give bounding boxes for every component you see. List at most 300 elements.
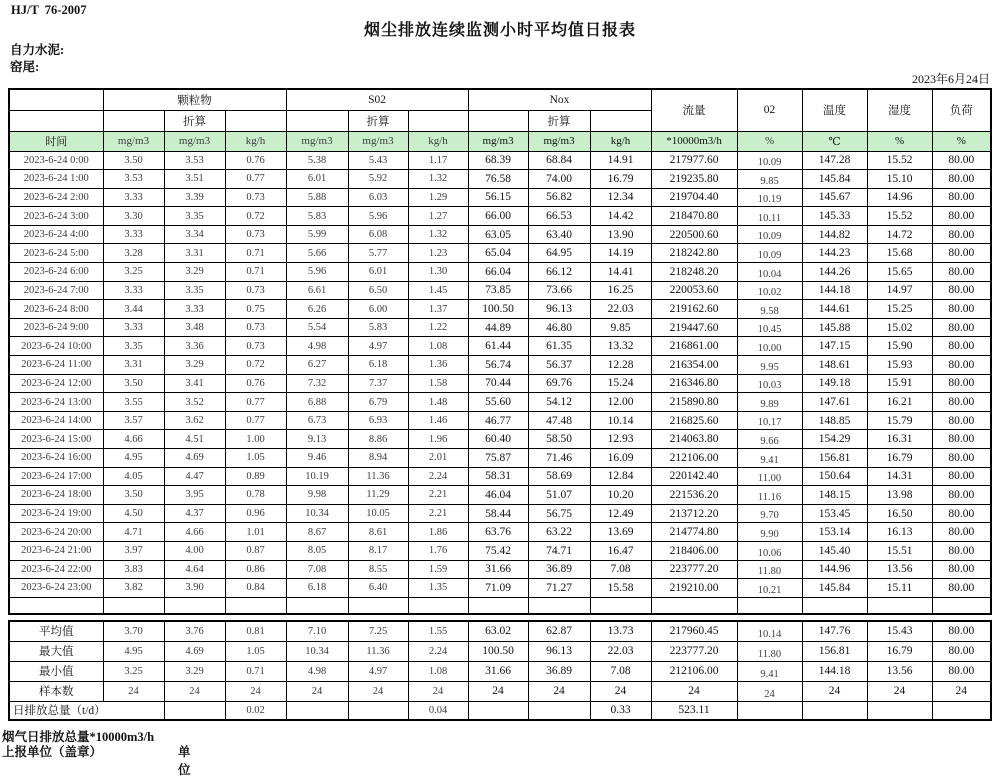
summary-value-cell: 13.73 [590, 621, 651, 641]
value-cell: 145.67 [802, 188, 867, 207]
empty-cell [528, 597, 590, 614]
empty-cell [468, 597, 528, 614]
value-cell: 80.00 [932, 207, 991, 226]
summary-value-cell: 80.00 [932, 621, 991, 641]
value-cell: 44.89 [468, 318, 528, 337]
value-cell: 75.87 [468, 449, 528, 468]
value-cell: 66.53 [528, 207, 590, 226]
data-row [9, 151, 991, 170]
value-cell: 12.93 [590, 430, 651, 449]
value-cell: 212106.00 [651, 449, 737, 468]
value-cell: 214774.80 [651, 523, 737, 542]
value-cell: 3.53 [103, 170, 164, 189]
value-cell: 0.89 [225, 467, 286, 486]
empty-cell [225, 597, 286, 614]
value-cell: 1.23 [408, 244, 468, 263]
value-cell: 3.50 [103, 486, 164, 505]
summary-value-cell: 24 [468, 681, 528, 701]
summary-value-cell: 3.70 [103, 621, 164, 641]
value-cell: 3.50 [103, 151, 164, 170]
value-cell: 218248.20 [651, 263, 737, 282]
table-body [9, 151, 991, 614]
unit-header: % [737, 131, 802, 151]
value-cell: 0.77 [225, 393, 286, 412]
time-cell: 2023-6-24 1:00 [9, 170, 103, 189]
value-cell: 55.60 [468, 393, 528, 412]
value-cell: 10.19 [286, 467, 348, 486]
summary-value-cell: 80.00 [932, 641, 991, 661]
time-cell: 2023-6-24 22:00 [9, 560, 103, 579]
unit-header: % [932, 131, 991, 151]
value-cell: 16.09 [590, 449, 651, 468]
value-cell: 1.29 [408, 188, 468, 207]
value-cell: 58.69 [528, 467, 590, 486]
value-cell: 150.64 [802, 467, 867, 486]
value-cell: 80.00 [932, 281, 991, 300]
summary-value-cell: 4.69 [164, 641, 225, 661]
summary-value-cell: 13.56 [867, 661, 932, 681]
unit-header: kg/h [408, 131, 468, 151]
value-cell: 2.21 [408, 504, 468, 523]
time-cell: 2023-6-24 13:00 [9, 393, 103, 412]
unit-header: mg/m3 [286, 131, 348, 151]
value-cell: 12.00 [590, 393, 651, 412]
header-blank-cell [590, 110, 651, 131]
value-cell: 144.61 [802, 300, 867, 319]
value-cell: 5.88 [286, 188, 348, 207]
daily-total-value-cell [737, 701, 802, 720]
value-cell: 71.46 [528, 449, 590, 468]
value-cell: 15.68 [867, 244, 932, 263]
header-so2: S02 [286, 89, 468, 110]
value-cell: 80.00 [932, 430, 991, 449]
value-cell: 0.75 [225, 300, 286, 319]
summary-value-cell: 1.08 [408, 661, 468, 681]
time-cell: 2023-6-24 16:00 [9, 449, 103, 468]
data-row [9, 579, 991, 598]
value-cell: 6.61 [286, 281, 348, 300]
value-cell: 6.50 [348, 281, 408, 300]
value-cell: 66.04 [468, 263, 528, 282]
value-cell: 5.83 [348, 318, 408, 337]
summary-value-cell: 24 [867, 681, 932, 701]
value-cell: 14.72 [867, 225, 932, 244]
value-cell: 9.85 [590, 318, 651, 337]
value-cell: 220142.40 [651, 467, 737, 486]
summary-value-cell: 24 [286, 681, 348, 701]
value-cell: 63.22 [528, 523, 590, 542]
daily-total-row [9, 701, 991, 720]
empty-cell [737, 597, 802, 614]
footer-line [2, 742, 191, 777]
value-cell: 10.21 [737, 579, 802, 598]
time-cell: 2023-6-24 11:00 [9, 356, 103, 375]
header-flow: 流量 [651, 89, 737, 131]
value-cell: 2.21 [408, 486, 468, 505]
value-cell: 80.00 [932, 467, 991, 486]
value-cell: 13.98 [867, 486, 932, 505]
value-cell: 3.53 [164, 151, 225, 170]
summary-value-cell: 1.05 [225, 641, 286, 661]
value-cell: 3.30 [103, 207, 164, 226]
summary-value-cell: 24 [737, 681, 802, 701]
value-cell: 6.01 [286, 170, 348, 189]
empty-cell [9, 597, 103, 614]
value-cell: 14.91 [590, 151, 651, 170]
report-date: 2023年6月24日 [911, 72, 990, 86]
value-cell: 216825.60 [651, 411, 737, 430]
daily-total-value-cell [164, 701, 225, 720]
value-cell: 10.17 [737, 411, 802, 430]
value-cell: 5.77 [348, 244, 408, 263]
value-cell: 56.15 [468, 188, 528, 207]
value-cell: 14.19 [590, 244, 651, 263]
value-cell: 46.80 [528, 318, 590, 337]
value-cell: 5.43 [348, 151, 408, 170]
value-cell: 144.82 [802, 225, 867, 244]
value-cell: 0.76 [225, 374, 286, 393]
daily-total-value-cell: 0.04 [408, 701, 468, 720]
value-cell: 1.86 [408, 523, 468, 542]
value-cell: 1.76 [408, 541, 468, 560]
value-cell: 9.41 [737, 449, 802, 468]
unit-label: 单位 [178, 745, 191, 777]
value-cell: 3.33 [103, 188, 164, 207]
value-cell: 3.83 [103, 560, 164, 579]
value-cell: 3.41 [164, 374, 225, 393]
value-cell: 10.05 [348, 504, 408, 523]
value-cell: 4.95 [103, 449, 164, 468]
header-blank-cell [408, 110, 468, 131]
data-row [9, 374, 991, 393]
summary-value-cell: 9.41 [737, 661, 802, 681]
summary-value-cell: 4.98 [286, 661, 348, 681]
value-cell: 80.00 [932, 541, 991, 560]
value-cell: 4.47 [164, 467, 225, 486]
time-cell: 2023-6-24 5:00 [9, 244, 103, 263]
value-cell: 80.00 [932, 151, 991, 170]
value-cell: 11.29 [348, 486, 408, 505]
time-cell: 2023-6-24 12:00 [9, 374, 103, 393]
data-row [9, 467, 991, 486]
daily-total-value-cell [867, 701, 932, 720]
value-cell: 10.19 [737, 188, 802, 207]
value-cell: 3.28 [103, 244, 164, 263]
summary-value-cell: 24 [225, 681, 286, 701]
value-cell: 147.28 [802, 151, 867, 170]
value-cell: 3.97 [103, 541, 164, 560]
value-cell: 80.00 [932, 244, 991, 263]
value-cell: 15.52 [867, 151, 932, 170]
time-cell: 2023-6-24 0:00 [9, 151, 103, 170]
summary-value-cell: 24 [590, 681, 651, 701]
value-cell: 10.09 [737, 225, 802, 244]
value-cell: 6.26 [286, 300, 348, 319]
data-row [9, 337, 991, 356]
value-cell: 4.64 [164, 560, 225, 579]
data-row [9, 393, 991, 412]
value-cell: 15.90 [867, 337, 932, 356]
value-cell: 5.96 [348, 207, 408, 226]
value-cell: 221536.20 [651, 486, 737, 505]
value-cell: 9.70 [737, 504, 802, 523]
value-cell: 0.84 [225, 579, 286, 598]
value-cell: 1.30 [408, 263, 468, 282]
value-cell: 1.01 [225, 523, 286, 542]
report-unit-seal-label: 上报单位（盖章） [2, 745, 103, 759]
summary-value-cell: 22.03 [590, 641, 651, 661]
value-cell: 71.09 [468, 579, 528, 598]
value-cell: 80.00 [932, 449, 991, 468]
summary-value-cell: 7.25 [348, 621, 408, 641]
data-row [9, 504, 991, 523]
value-cell: 63.05 [468, 225, 528, 244]
value-cell: 11.00 [737, 467, 802, 486]
value-cell: 7.32 [286, 374, 348, 393]
value-cell: 0.87 [225, 541, 286, 560]
value-cell: 0.73 [225, 225, 286, 244]
value-cell: 15.91 [867, 374, 932, 393]
value-cell: 15.79 [867, 411, 932, 430]
value-cell: 58.44 [468, 504, 528, 523]
value-cell: 16.13 [867, 523, 932, 542]
value-cell: 14.96 [867, 188, 932, 207]
value-cell: 4.97 [348, 337, 408, 356]
value-cell: 0.71 [225, 263, 286, 282]
summary-row [9, 621, 991, 641]
daily-total-value-cell: 523.11 [651, 701, 737, 720]
value-cell: 6.08 [348, 225, 408, 244]
data-row [9, 300, 991, 319]
value-cell: 66.12 [528, 263, 590, 282]
summary-value-cell: 80.00 [932, 661, 991, 681]
value-cell: 3.35 [164, 281, 225, 300]
daily-total-value-cell [286, 701, 348, 720]
value-cell: 80.00 [932, 318, 991, 337]
value-cell: 15.02 [867, 318, 932, 337]
value-cell: 145.84 [802, 170, 867, 189]
value-cell: 80.00 [932, 337, 991, 356]
header-particulate: 颗粒物 [103, 89, 286, 110]
value-cell: 6.40 [348, 579, 408, 598]
data-row [9, 207, 991, 226]
value-cell: 220053.60 [651, 281, 737, 300]
data-row [9, 225, 991, 244]
value-cell: 9.89 [737, 393, 802, 412]
value-cell: 9.85 [737, 170, 802, 189]
time-cell: 2023-6-24 6:00 [9, 263, 103, 282]
summary-value-cell: 4.97 [348, 661, 408, 681]
value-cell: 5.83 [286, 207, 348, 226]
value-cell: 80.00 [932, 523, 991, 542]
time-cell: 2023-6-24 20:00 [9, 523, 103, 542]
value-cell: 16.47 [590, 541, 651, 560]
value-cell: 3.31 [164, 244, 225, 263]
value-cell: 68.39 [468, 151, 528, 170]
value-cell: 0.86 [225, 560, 286, 579]
value-cell: 5.66 [286, 244, 348, 263]
time-cell: 2023-6-24 15:00 [9, 430, 103, 449]
value-cell: 0.77 [225, 411, 286, 430]
value-cell: 80.00 [932, 170, 991, 189]
value-cell: 13.69 [590, 523, 651, 542]
time-cell: 2023-6-24 10:00 [9, 337, 103, 356]
value-cell: 12.84 [590, 467, 651, 486]
unit-header: *10000m3/h [651, 131, 737, 151]
value-cell: 3.33 [103, 281, 164, 300]
value-cell: 216346.80 [651, 374, 737, 393]
value-cell: 215890.80 [651, 393, 737, 412]
summary-value-cell: 24 [651, 681, 737, 701]
header-blank-cell [468, 110, 528, 131]
empty-cell [867, 597, 932, 614]
daily-total-value-cell [528, 701, 590, 720]
summary-value-cell: 15.43 [867, 621, 932, 641]
value-cell: 56.37 [528, 356, 590, 375]
summary-value-cell: 24 [103, 681, 164, 701]
value-cell: 6.18 [348, 356, 408, 375]
value-cell: 47.48 [528, 411, 590, 430]
time-cell: 2023-6-24 19:00 [9, 504, 103, 523]
value-cell: 6.73 [286, 411, 348, 430]
value-cell: 4.00 [164, 541, 225, 560]
value-cell: 1.05 [225, 449, 286, 468]
value-cell: 11.36 [348, 467, 408, 486]
value-cell: 15.10 [867, 170, 932, 189]
value-cell: 217977.60 [651, 151, 737, 170]
value-cell: 7.08 [590, 560, 651, 579]
value-cell: 74.71 [528, 541, 590, 560]
value-cell: 5.99 [286, 225, 348, 244]
value-cell: 6.27 [286, 356, 348, 375]
value-cell: 80.00 [932, 188, 991, 207]
value-cell: 145.84 [802, 579, 867, 598]
value-cell: 56.82 [528, 188, 590, 207]
value-cell: 213712.20 [651, 504, 737, 523]
value-cell: 148.15 [802, 486, 867, 505]
value-cell: 219704.40 [651, 188, 737, 207]
value-cell: 54.12 [528, 393, 590, 412]
value-cell: 2.24 [408, 467, 468, 486]
value-cell: 3.39 [164, 188, 225, 207]
value-cell: 63.40 [528, 225, 590, 244]
summary-value-cell: 3.29 [164, 661, 225, 681]
summary-value-cell: 3.25 [103, 661, 164, 681]
value-cell: 145.88 [802, 318, 867, 337]
empty-cell [103, 597, 164, 614]
value-cell: 60.40 [468, 430, 528, 449]
value-cell: 80.00 [932, 300, 991, 319]
value-cell: 0.78 [225, 486, 286, 505]
value-cell: 16.25 [590, 281, 651, 300]
value-cell: 15.58 [590, 579, 651, 598]
value-cell: 69.76 [528, 374, 590, 393]
value-cell: 5.96 [286, 263, 348, 282]
value-cell: 0.73 [225, 188, 286, 207]
value-cell: 16.79 [867, 449, 932, 468]
data-row [9, 486, 991, 505]
value-cell: 4.69 [164, 449, 225, 468]
value-cell: 15.93 [867, 356, 932, 375]
value-cell: 56.74 [468, 356, 528, 375]
value-cell: 8.05 [286, 541, 348, 560]
value-cell: 2.01 [408, 449, 468, 468]
value-cell: 3.29 [164, 263, 225, 282]
time-cell: 2023-6-24 18:00 [9, 486, 103, 505]
unit-header: % [867, 131, 932, 151]
value-cell: 218470.80 [651, 207, 737, 226]
value-cell: 13.32 [590, 337, 651, 356]
value-cell: 0.73 [225, 281, 286, 300]
data-row [9, 281, 991, 300]
summary-value-cell: 24 [348, 681, 408, 701]
value-cell: 4.71 [103, 523, 164, 542]
summary-label-cell: 最大值 [9, 641, 103, 661]
value-cell: 58.50 [528, 430, 590, 449]
time-cell: 2023-6-24 4:00 [9, 225, 103, 244]
value-cell: 145.40 [802, 541, 867, 560]
empty-cell [164, 597, 225, 614]
value-cell: 10.14 [590, 411, 651, 430]
data-row [9, 541, 991, 560]
value-cell: 3.29 [164, 356, 225, 375]
header-o2: 02 [737, 89, 802, 131]
value-cell: 3.48 [164, 318, 225, 337]
summary-table [8, 620, 992, 721]
summary-value-cell: 4.95 [103, 641, 164, 661]
value-cell: 8.86 [348, 430, 408, 449]
value-cell: 61.35 [528, 337, 590, 356]
value-cell: 3.33 [103, 225, 164, 244]
value-cell: 4.05 [103, 467, 164, 486]
value-cell: 12.28 [590, 356, 651, 375]
value-cell: 1.59 [408, 560, 468, 579]
summary-value-cell: 10.14 [737, 621, 802, 641]
time-header: 时间 [9, 131, 103, 151]
value-cell: 0.96 [225, 504, 286, 523]
value-cell: 16.79 [590, 170, 651, 189]
value-cell: 16.31 [867, 430, 932, 449]
time-cell: 2023-6-24 3:00 [9, 207, 103, 226]
summary-value-cell: 31.66 [468, 661, 528, 681]
value-cell: 5.92 [348, 170, 408, 189]
value-cell: 74.00 [528, 170, 590, 189]
value-cell: 0.73 [225, 318, 286, 337]
value-cell: 148.85 [802, 411, 867, 430]
unit-header: mg/m3 [103, 131, 164, 151]
flue-gas-daily-total-label: 烟气日排放总量*10000m3/h [2, 730, 155, 744]
value-cell: 4.50 [103, 504, 164, 523]
value-cell: 1.58 [408, 374, 468, 393]
header-blank-cell [225, 110, 286, 131]
summary-value-cell: 24 [932, 681, 991, 701]
value-cell: 15.24 [590, 374, 651, 393]
value-cell: 8.67 [286, 523, 348, 542]
value-cell: 9.90 [737, 523, 802, 542]
value-cell: 10.02 [737, 281, 802, 300]
summary-label-cell: 样本数 [9, 681, 103, 701]
data-row [9, 411, 991, 430]
value-cell: 14.41 [590, 263, 651, 282]
value-cell: 1.08 [408, 337, 468, 356]
value-cell: 1.48 [408, 393, 468, 412]
value-cell: 216354.00 [651, 356, 737, 375]
company-label: 自力水泥: [10, 43, 65, 57]
value-cell: 3.36 [164, 337, 225, 356]
value-cell: 3.57 [103, 411, 164, 430]
value-cell: 0.73 [225, 337, 286, 356]
value-cell: 80.00 [932, 486, 991, 505]
